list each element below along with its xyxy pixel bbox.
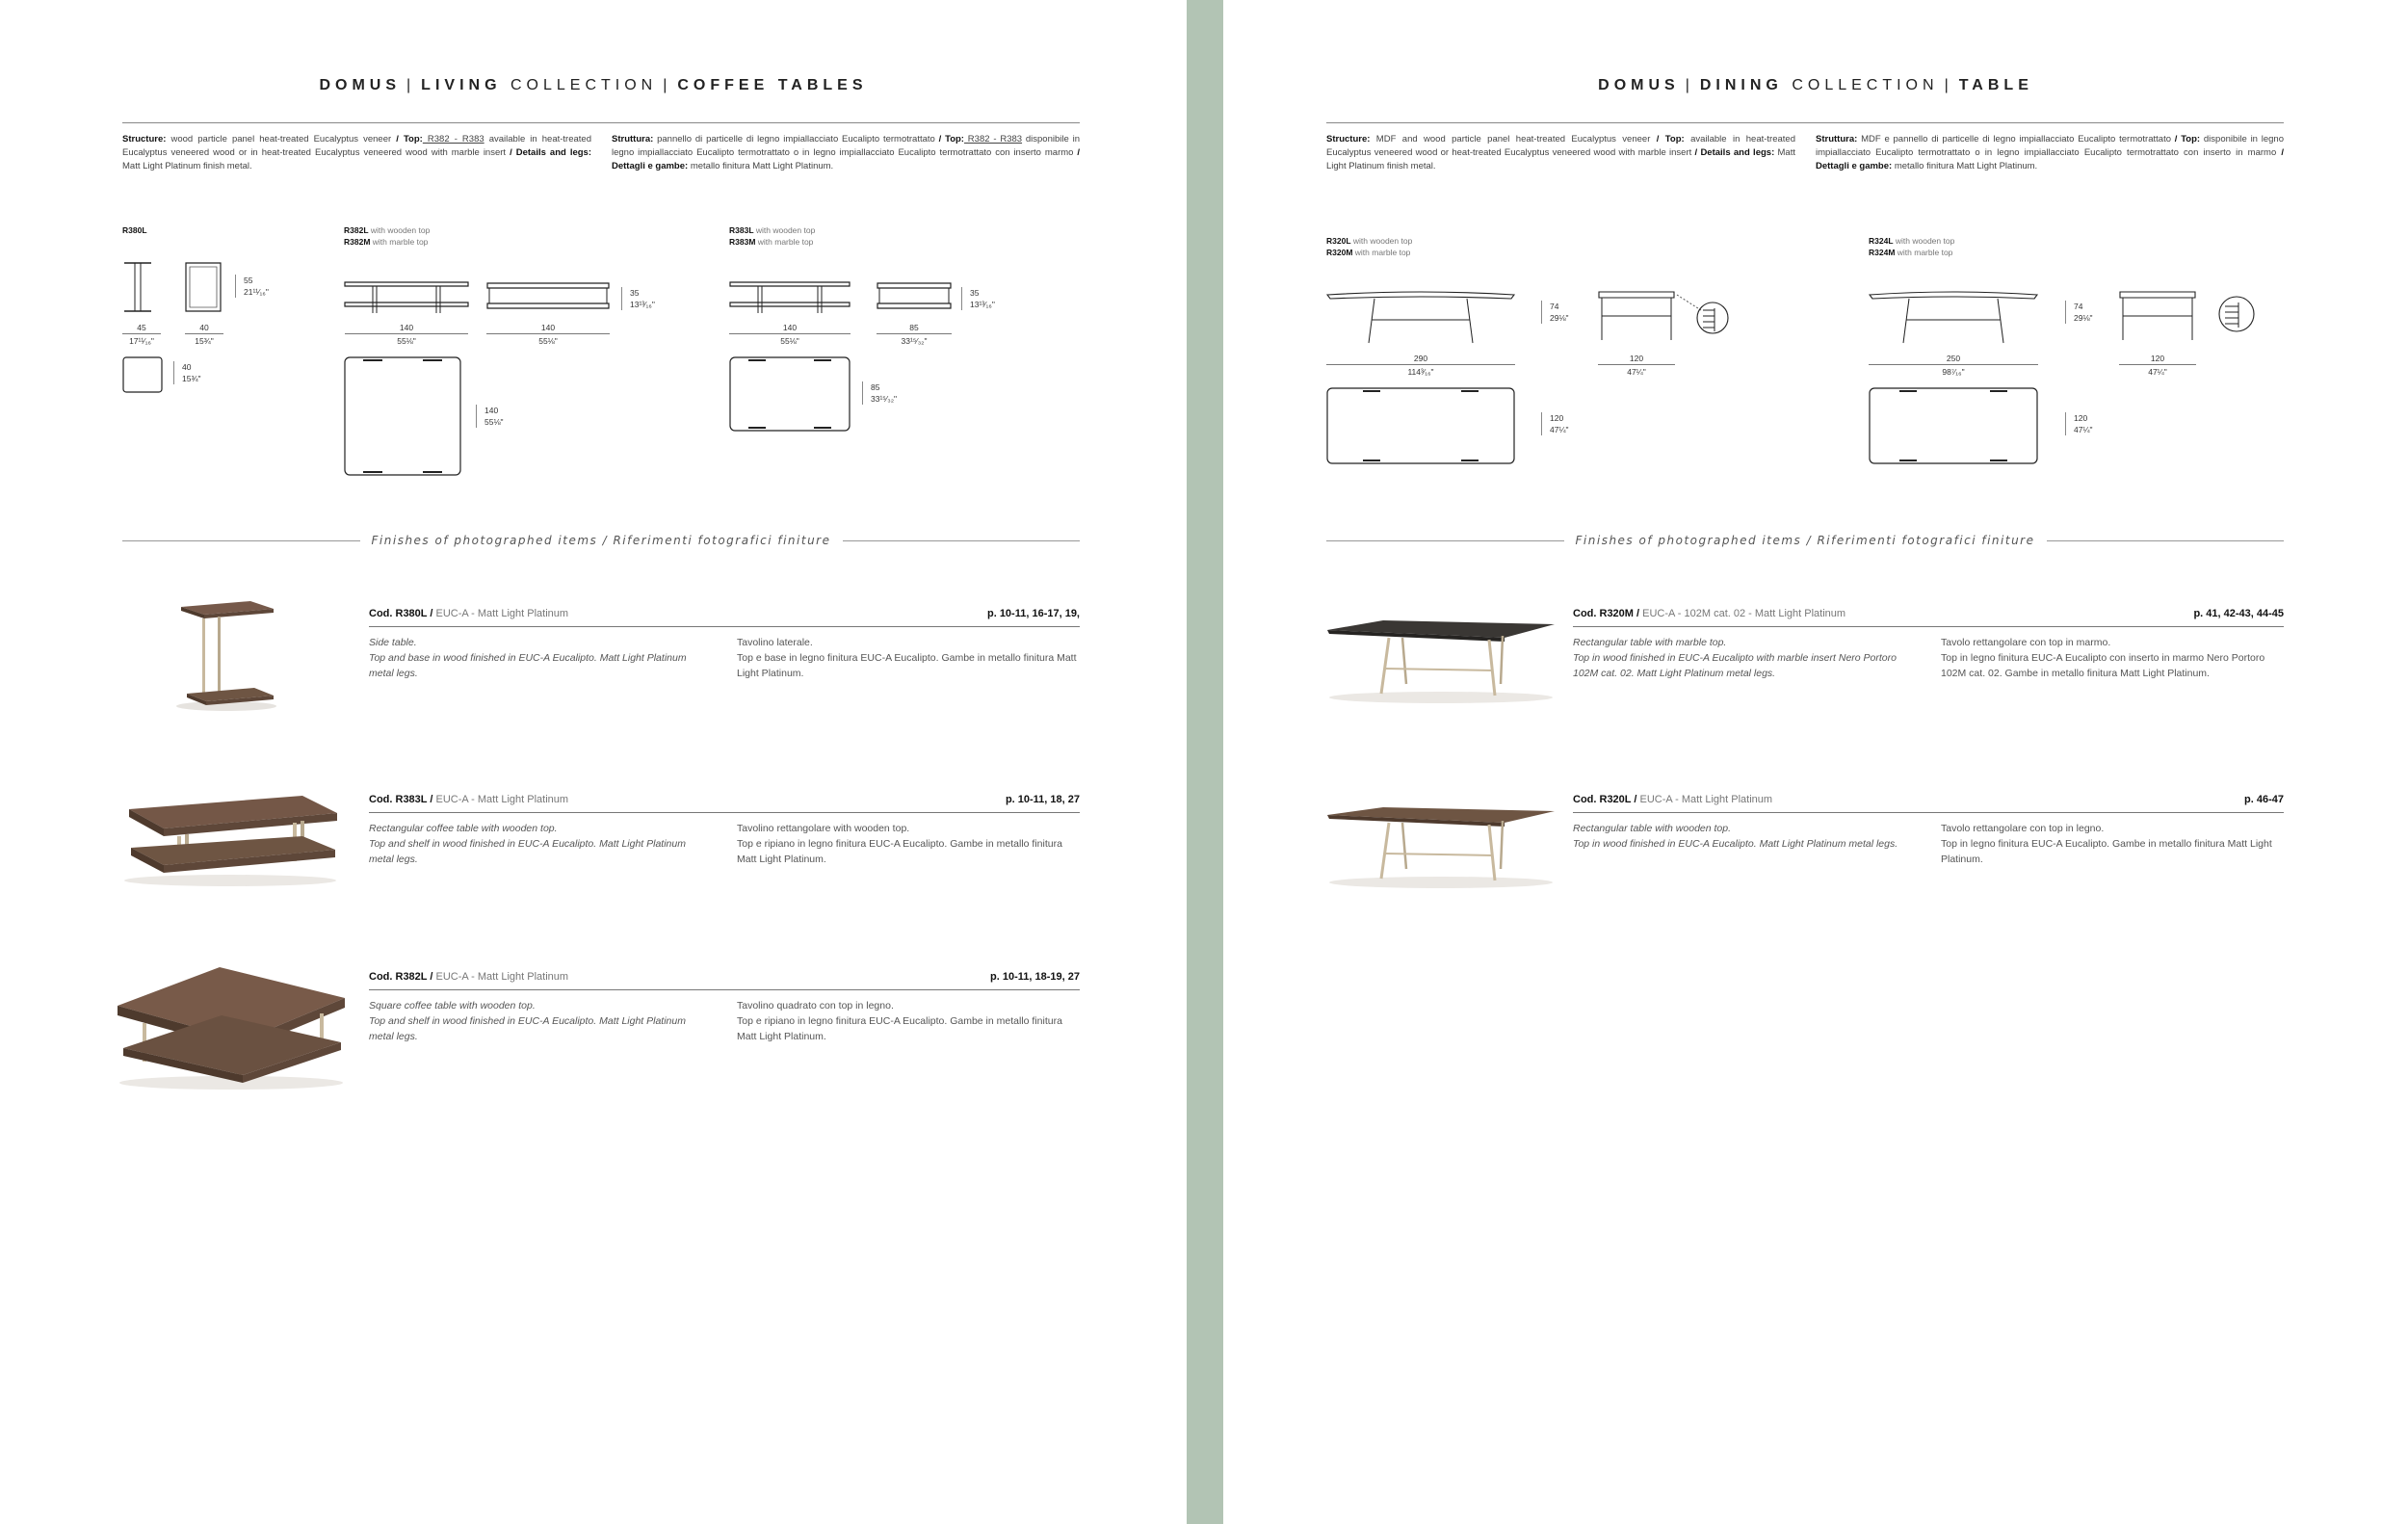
photo-r320m-marble-table — [1325, 617, 1557, 707]
r380-front-view — [123, 262, 152, 312]
r324-depth-dim: 120 47¼" — [2119, 353, 2196, 378]
r380-height-dim: 55 21¹¹⁄₁₆" — [235, 275, 269, 298]
drawing-code-r383: R383L with wooden top R383M with marble top — [729, 225, 816, 247]
r383-front-view — [729, 281, 851, 314]
r324-detail-view — [2215, 293, 2258, 335]
item-desc-en: Side table. Top and base in wood finished in EUC-A Eucalipto. Matt Light Platinum metal legs. — [369, 637, 687, 679]
r324-side-view — [2119, 291, 2196, 341]
r383-width-dim: 140 55⅛" — [729, 322, 851, 347]
item-desc-en: Rectangular coffee table with wooden top. Top and shelf in wood finished in EUC-A Eucalipto. Matt Light Platinum metal legs. — [369, 823, 686, 865]
r320-height-dim: 74 29⅛" — [1541, 301, 1569, 324]
photo-r382l-square-table — [114, 959, 347, 1094]
item-header: Cod. R382L / EUC-A - Matt Light Platinum p. 10-11, 18-19, 27 — [369, 967, 1080, 990]
title-divider — [1326, 122, 2284, 123]
drawing-code-r382: R382L with wooden top R382M with marble top — [344, 225, 431, 247]
r320-depth-dim: 120 47¼" — [1598, 353, 1675, 378]
r320-plan-dim: 120 47¼" — [1541, 412, 1569, 435]
photo-r380l-side-table — [173, 597, 279, 713]
spec-italian: Struttura: pannello di particelle di legno impiallacciato Eucalipto termotrattato / Top: R382 - R383 disponibile in legno impiallacciato Eucalipto termotrattato o in legno impiallacciato Eucalipto termotrattato con inserto marmo / Dettagli e gambe: metallo finitura Matt Light Platinum. — [612, 134, 1080, 171]
item-desc-en: Rectangular table with wooden top. Top in wood finished in EUC-A Eucalipto. Matt Light Platinum metal legs. — [1573, 823, 1898, 850]
title-divider — [122, 122, 1080, 123]
item-desc-it: Tavolo rettangolare con top in legno. Top in legno finitura EUC-A Eucalipto. Gambe in metallo finitura Matt Light Platinum. — [1941, 823, 2272, 865]
r380-plan-view — [122, 356, 163, 393]
r380-plan-dim: 40 15¾" — [173, 361, 201, 384]
item-desc-it: Tavolino rettangolare with wooden top. Top e ripiano in legno finitura EUC-A Eucalipto. Gambe in metallo finitura Matt Light Platinum. — [737, 823, 1062, 865]
item-r320m — [1573, 604, 2284, 710]
finishes-divider: Finishes of photographed items / Riferimenti fotografici finiture — [1326, 534, 2284, 547]
r382-plan-view — [344, 356, 461, 476]
r382-plan-dim: 140 55⅛" — [476, 405, 504, 428]
r383-plan-view — [729, 356, 851, 432]
r324-height-dim: 74 29⅛" — [2065, 301, 2093, 324]
page-gutter — [1187, 0, 1223, 1524]
r382-width-dim: 140 55⅛" — [345, 322, 468, 347]
r324-plan-view — [1869, 387, 2038, 464]
item-header: Cod. R320M / EUC-A - 102M cat. 02 - Matt Light Platinum p. 41, 42-43, 44-45 — [1573, 604, 2284, 627]
r382-height-dim: 35 13¹³⁄₁₆" — [621, 287, 655, 310]
r380-depth-dim: 40 15¾" — [185, 322, 223, 347]
r380-width-dim: 45 17¹¹⁄₁₆" — [122, 322, 161, 347]
r320-side-view — [1598, 291, 1675, 341]
item-header: Cod. R320L / EUC-A - Matt Light Platinum p. 46-47 — [1573, 790, 2284, 813]
r383-plan-dim: 85 33¹⁵⁄₃₂" — [862, 381, 897, 405]
drawing-code-r324: R324L with wooden top R324M with marble top — [1869, 236, 1955, 257]
r324-front-view — [1869, 291, 2038, 345]
drawing-code-r380: R380L — [122, 225, 147, 235]
r320-plan-view — [1326, 387, 1515, 464]
finishes-divider: Finishes of photographed items / Riferimenti fotografici finiture — [122, 534, 1080, 547]
r383-height-dim: 35 13¹³⁄₁₆" — [961, 287, 995, 310]
r324-plan-dim: 120 47¼" — [2065, 412, 2093, 435]
photo-r320l-wooden-table — [1325, 801, 1557, 892]
r320-front-view — [1326, 291, 1515, 345]
r380-side-view — [185, 262, 222, 312]
item-r380l — [369, 604, 1080, 710]
item-r382l — [369, 967, 1080, 1073]
spec-english: Structure: MDF and wood particle panel heat-treated Eucalyptus veneer / Top: available in heat-treated Eucalyptus veneered wood or heat-treated Eucalyptus veneered wood with marble insert / Details and legs: Matt Light Platinum finish metal. — [1326, 134, 1795, 171]
item-desc-en: Rectangular table with marble top. Top in wood finished in EUC-A Eucalipto with marble insert Nero Portoro 102M cat. 02. Matt Light Platinum metal legs. — [1573, 637, 1897, 679]
drawing-code-r320: R320L with wooden top R320M with marble top — [1326, 236, 1413, 257]
item-desc-en: Square coffee table with wooden top. Top and shelf in wood finished in EUC-A Eucalipto. Matt Light Platinum metal legs. — [369, 1000, 686, 1042]
r382-depth-dim: 140 55⅛" — [486, 322, 610, 347]
item-r320l — [1573, 790, 2284, 896]
r320-detail-view — [1676, 291, 1730, 335]
item-header: Cod. R383L / EUC-A - Matt Light Platinum p. 10-11, 18, 27 — [369, 790, 1080, 813]
item-desc-it: Tavolino quadrato con top in legno. Top e ripiano in legno finitura EUC-A Eucalipto. Gambe in metallo finitura Matt Light Platinum. — [737, 1000, 1062, 1042]
photo-r383l-coffee-table — [119, 788, 341, 892]
r383-side-view — [877, 282, 952, 311]
r382-front-view — [344, 281, 469, 314]
item-header: Cod. R380L / EUC-A - Matt Light Platinum p. 10-11, 16-17, 19, — [369, 604, 1080, 627]
left-page — [0, 0, 1187, 1524]
item-desc-it: Tavolino laterale. Top e base in legno finitura EUC-A Eucalipto. Gambe in metallo finitura Matt Light Platinum. — [737, 637, 1077, 679]
right-page — [1223, 0, 2408, 1524]
r383-depth-dim: 85 33¹⁵⁄₃₂" — [877, 322, 952, 347]
page-title: DOMUS | LIVING COLLECTION | COFFEE TABLES — [319, 77, 868, 93]
page-title: DOMUS | DINING COLLECTION | TABLE — [1598, 77, 2033, 93]
item-desc-it: Tavolo rettangolare con top in marmo. Top in legno finitura EUC-A Eucalipto con inserto in marmo Nero Portoro 102M cat. 02. Gambe in metallo finitura Matt Light Platinum. — [1941, 637, 2265, 679]
spec-italian: Struttura: MDF e pannello di particelle di legno impiallacciato Eucalipto termotrattato / Top: disponibile in legno impiallacciato Eucalipto termotrattato o in legno impiallacciato Eucalipto termotrattato con inserto in marmo / Dettagli e gambe: metallo finitura Matt Light Platinum. — [1816, 134, 2284, 171]
r382-side-view — [486, 282, 610, 311]
item-r383l — [369, 790, 1080, 896]
r324-width-dim: 250 98⁷⁄₁₆" — [1869, 353, 2038, 378]
spec-english: Structure: wood particle panel heat-treated Eucalyptus veneer / Top: R382 - R383 available in heat-treated Eucalyptus veneered wood or in heat-treated Eucalyptus veneered wood with marble insert / Details and legs: Matt Light Platinum finish metal. — [122, 134, 591, 171]
r320-width-dim: 290 114³⁄₁₆" — [1326, 353, 1515, 378]
